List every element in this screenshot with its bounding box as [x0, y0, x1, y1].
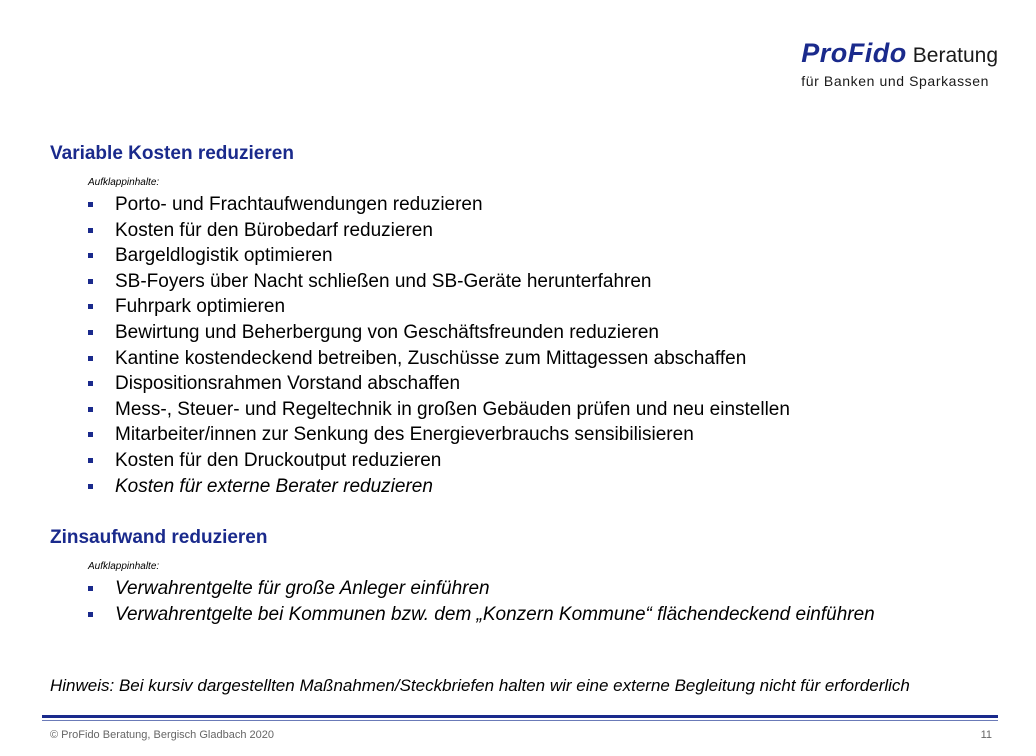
footer-divider	[42, 715, 998, 718]
bullet-square-icon	[88, 586, 93, 591]
bullet-square-icon	[88, 356, 93, 361]
footer-divider-thin	[42, 720, 998, 721]
list-item-text: Fuhrpark optimieren	[115, 296, 286, 318]
bullet-square-icon	[88, 330, 93, 335]
logo-title	[801, 38, 998, 71]
section-note: Aufklappinhalte:	[88, 177, 160, 188]
list-item-text: Verwahrentgelte bei Kommunen bzw. dem „Konzern Kommune“ flächendeckend einführen	[115, 603, 875, 625]
list-item	[88, 346, 790, 372]
logo-brand-pro: Pro	[801, 38, 848, 68]
page-number: 11	[980, 729, 992, 741]
bullet-square-icon	[88, 279, 93, 284]
list-item-text: Porto- und Frachtaufwendungen reduzieren	[115, 194, 483, 215]
bullet-square-icon	[88, 202, 93, 207]
list-item-text: Bargeldlogistik optimieren	[115, 245, 333, 267]
list-item	[88, 602, 875, 628]
logo-brand-fido: Fido	[847, 38, 907, 68]
list-item	[88, 218, 790, 244]
list-item	[88, 243, 790, 269]
list-item-text: Kantine kostendeckend betreiben, Zuschüsse zum Mittagessen abschaffen	[115, 347, 747, 369]
section-title-interest-expense: Zinsaufwand reduzieren	[50, 527, 268, 548]
company-logo	[801, 38, 998, 89]
list-item	[88, 448, 790, 474]
list-item	[88, 269, 790, 295]
list-item-text: Kosten für externe Berater reduzieren	[115, 475, 433, 497]
list-item-text: Mitarbeiter/innen zur Senkung des Energieverbrauchs sensibilisieren	[115, 424, 694, 446]
section-title-variable-costs: Variable Kosten reduzieren	[50, 143, 294, 164]
list-item-text: Verwahrentgelte für große Anleger einführen	[115, 578, 490, 599]
footer-copyright: © ProFido Beratung, Bergisch Gladbach 2020	[50, 729, 274, 741]
list-item	[88, 294, 790, 320]
list-item-text: Dispositionsrahmen Vorstand abschaffen	[115, 373, 461, 395]
bullet-square-icon	[88, 304, 93, 309]
list-item	[88, 576, 875, 602]
list-item	[88, 422, 790, 448]
bullet-square-icon	[88, 407, 93, 412]
bullet-square-icon	[88, 228, 93, 233]
hint-text: Hinweis: Bei kursiv dargestellten Maßnahmen/Steckbriefen halten wir eine externe Begleitung nicht für erforderlich	[50, 676, 910, 695]
logo-word: Beratung	[912, 44, 998, 67]
logo-tagline: für Banken und Sparkassen	[801, 73, 990, 89]
list-item	[88, 474, 790, 500]
bullet-square-icon	[88, 381, 93, 386]
list-item-text: Kosten für den Bürobedarf reduzieren	[115, 219, 433, 241]
list-item	[88, 192, 790, 218]
bullet-square-icon	[88, 432, 93, 437]
list-item-text: Kosten für den Druckoutput reduzieren	[115, 449, 442, 471]
list-item-text: Mess-, Steuer- und Regeltechnik in großen Gebäuden prüfen und neu einstellen	[115, 398, 790, 420]
bullet-square-icon	[88, 458, 93, 463]
list-item-text: SB-Foyers über Nacht schließen und SB-Geräte herunterfahren	[115, 270, 652, 292]
list-item	[88, 397, 790, 423]
list-item	[88, 371, 790, 397]
list-item-text: Bewirtung und Beherbergung von Geschäftsfreunden reduzieren	[115, 321, 659, 343]
list-item	[88, 320, 790, 346]
section-note: Aufklappinhalte:	[88, 561, 160, 572]
variable-costs-list	[88, 192, 790, 499]
bullet-square-icon	[88, 612, 93, 617]
bullet-square-icon	[88, 253, 93, 258]
bullet-square-icon	[88, 484, 93, 489]
interest-expense-list	[88, 576, 875, 627]
